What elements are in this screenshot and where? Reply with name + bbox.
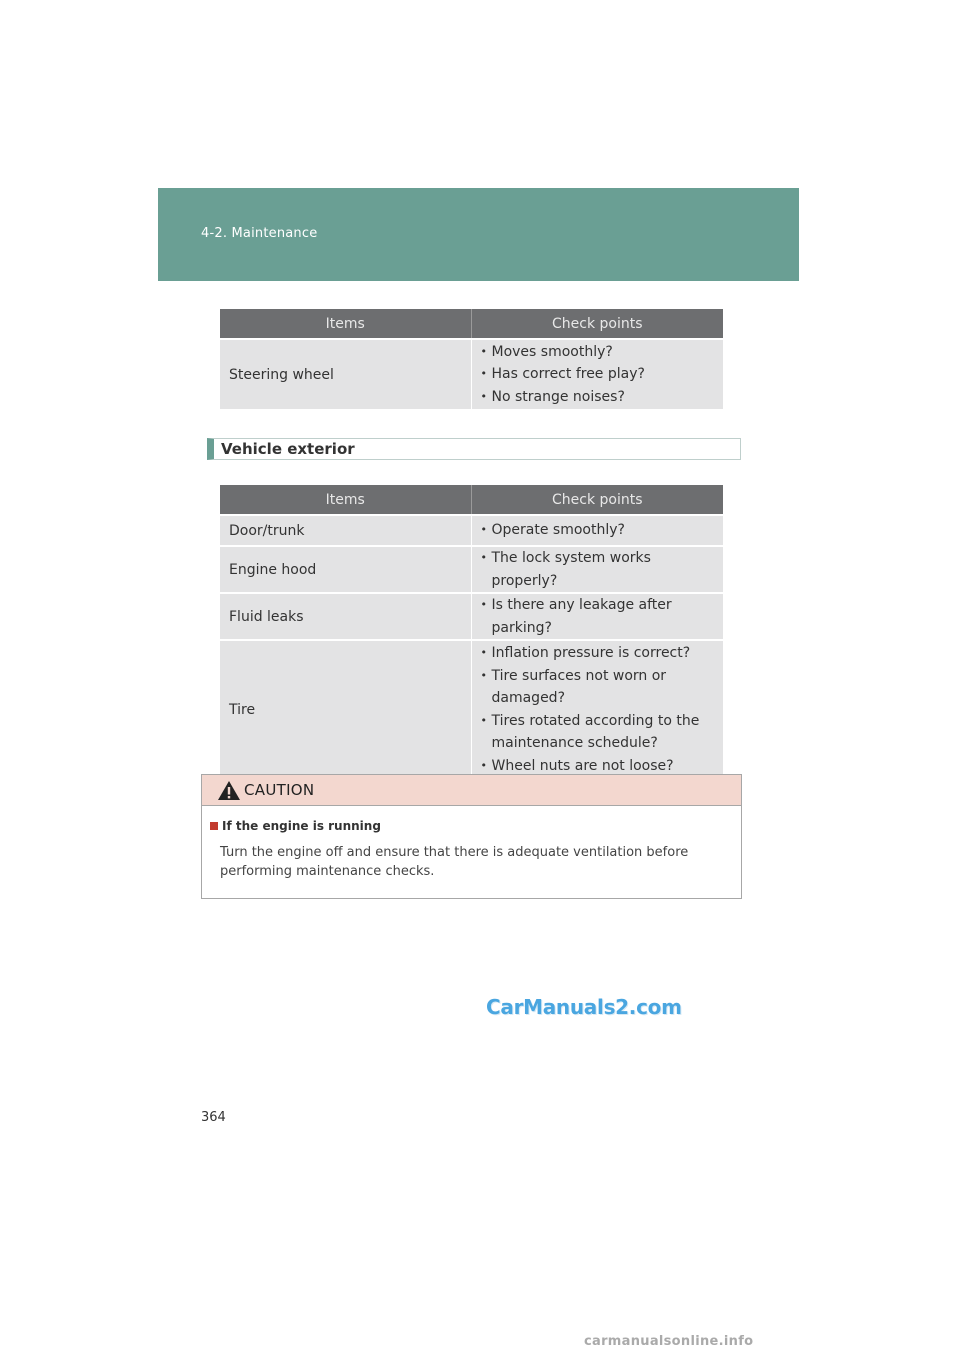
caution-box <box>201 774 742 899</box>
watermark-logo: CarManuals2.com <box>486 995 682 1019</box>
item-cell: Engine hood <box>220 546 471 593</box>
caution-title <box>210 819 381 833</box>
check-points-cell <box>471 515 723 546</box>
footer-watermark: carmanualsonline.info <box>584 1334 754 1349</box>
item-cell: Door/trunk <box>220 515 471 546</box>
warning-triangle-icon <box>217 780 241 801</box>
table-row <box>220 339 723 409</box>
check-point: • The lock system works properly? <box>481 547 715 592</box>
check-point: • Wheel nuts are not loose? <box>481 755 715 778</box>
check-point: • Is there any leakage after parking? <box>481 594 715 639</box>
caution-title-text: If the engine is running <box>222 819 381 833</box>
check-points-cell <box>471 546 723 593</box>
table-row <box>220 515 723 546</box>
subheading-text: Vehicle exterior <box>221 440 355 458</box>
check-point: • Operate smoothly? <box>481 519 715 542</box>
caution-label: CAUTION <box>244 781 315 799</box>
caution-bar <box>202 775 741 806</box>
check-points-cell <box>471 339 723 409</box>
check-point: • Has correct free play? <box>481 363 715 386</box>
bullet-square-icon <box>210 822 218 830</box>
section-title: 4-2. Maintenance <box>201 226 318 241</box>
check-point: • Moves smoothly? <box>481 341 715 364</box>
table-row <box>220 640 723 778</box>
page-number: 364 <box>201 1110 226 1125</box>
column-header-check-points: Check points <box>471 309 723 339</box>
item-cell: Steering wheel <box>220 339 471 409</box>
vehicle-exterior-heading <box>207 438 741 460</box>
item-cell: Tire <box>220 640 471 778</box>
caution-body: Turn the engine off and ensure that there is adequate ventilation before performing maintenance checks. <box>220 845 689 879</box>
check-points-cell <box>471 593 723 640</box>
check-point: • Inflation pressure is correct? <box>481 642 715 665</box>
check-point: • Tire surfaces not worn or damaged? <box>481 665 715 710</box>
column-header-items: Items <box>220 485 471 515</box>
column-header-check-points: Check points <box>471 485 723 515</box>
table-row <box>220 546 723 593</box>
check-points-cell <box>471 640 723 778</box>
check-point: • Tires rotated according to the maintenance schedule? <box>481 710 715 755</box>
section-header <box>158 188 799 281</box>
check-point: • No strange noises? <box>481 386 715 409</box>
interior-check-table <box>220 309 723 409</box>
exterior-check-table <box>220 485 723 778</box>
item-cell: Fluid leaks <box>220 593 471 640</box>
table-row <box>220 593 723 640</box>
column-header-items: Items <box>220 309 471 339</box>
